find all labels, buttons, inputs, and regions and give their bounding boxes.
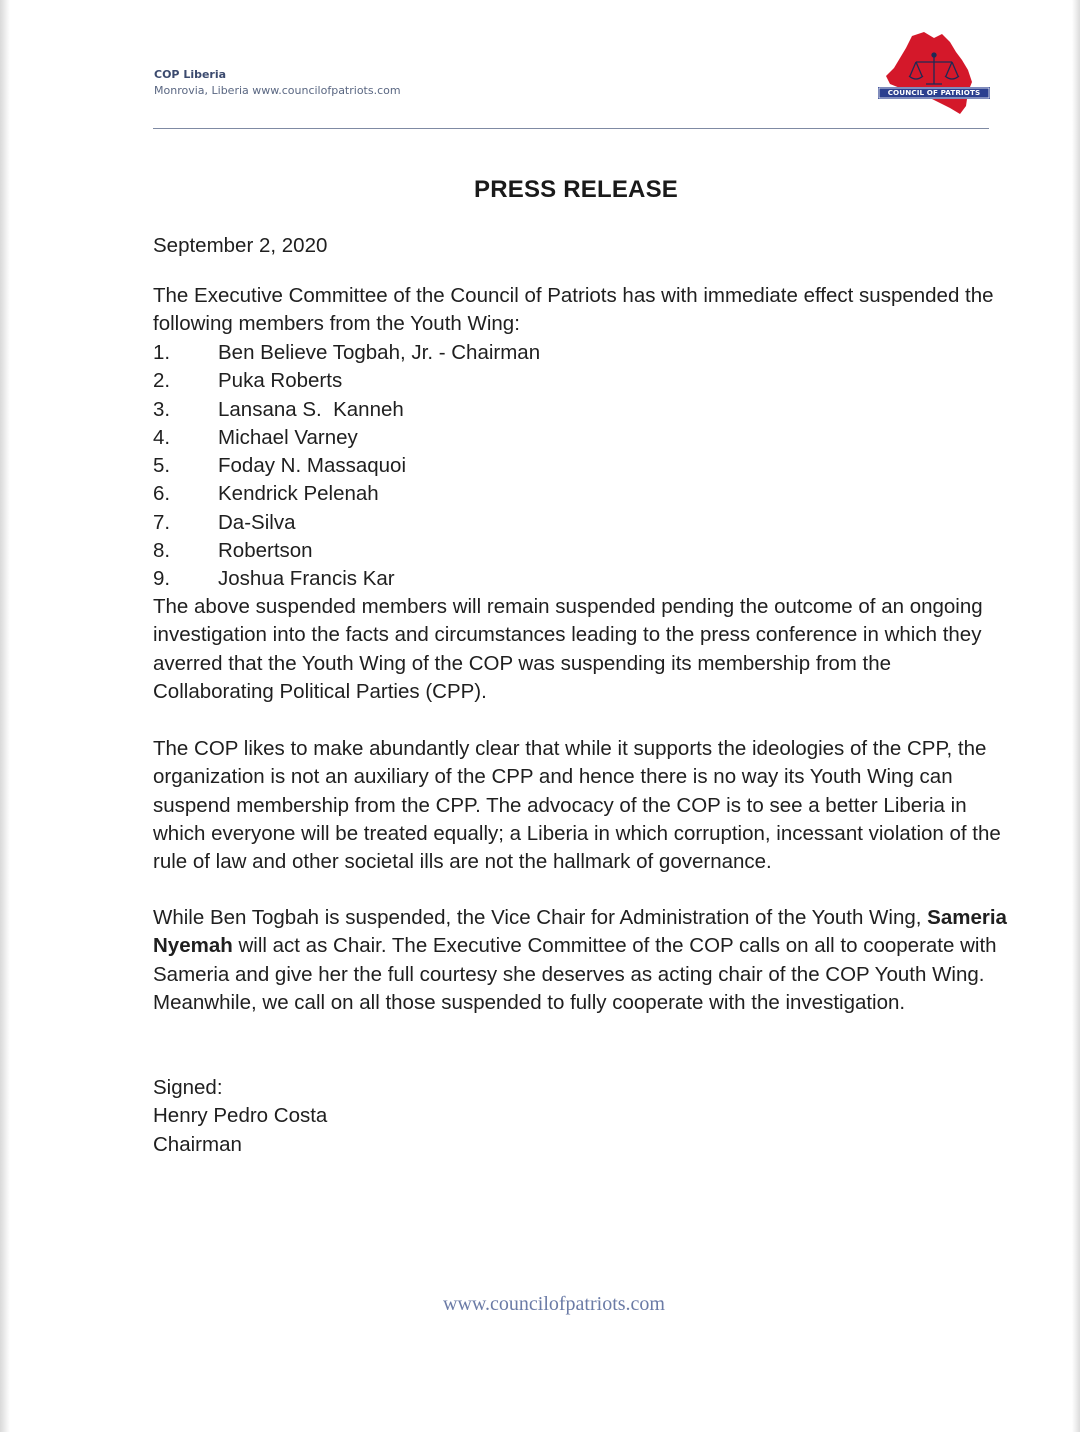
acting-chair-paragraph bbox=[153, 904, 1013, 1017]
release-date: September 2, 2020 bbox=[153, 234, 328, 257]
list-item bbox=[153, 339, 540, 367]
list-item bbox=[153, 396, 540, 424]
list-item bbox=[153, 565, 540, 593]
list-item-number: 1. bbox=[153, 341, 171, 364]
list-item-name: Michael Varney bbox=[218, 425, 358, 449]
investigation-paragraph: The above suspended members will remain suspended pending the outcome of an ongoing investigation into the facts and circumstances leading to the press conference in which they averred that the Youth Wing of the COP was suspending its membership from the Collaborating Political Parties (CPP). bbox=[153, 595, 983, 703]
signatory-name: Henry Pedro Costa bbox=[153, 1104, 328, 1128]
list-item-name: Kendrick Pelenah bbox=[218, 482, 379, 506]
logo-banner-text: COUNCIL OF PATRIOTS bbox=[887, 88, 981, 97]
list-item-name: Ben Believe Togbah, Jr. - Chairman bbox=[218, 341, 541, 364]
intro-paragraph: The Executive Committee of the Council of Patriots has with immediate effect suspended the following members from the Youth Wing: bbox=[153, 284, 994, 336]
list-item-number: 8. bbox=[153, 539, 171, 563]
list-item-name: Foday N. Massaquoi bbox=[218, 454, 407, 478]
list-item-number: 5. bbox=[153, 454, 171, 478]
header-divider bbox=[153, 128, 989, 129]
acting-chair-name: Sameria Nyemah bbox=[153, 906, 1007, 958]
liberia-map-scales-icon bbox=[876, 30, 992, 116]
list-item bbox=[153, 367, 540, 395]
list-item bbox=[153, 452, 540, 480]
cpp-relationship-paragraph: The COP likes to make abundantly clear that while it supports the ideologies of the CPP, the organization is not an auxiliary of the CPP and hence there is no way its Youth Wing can suspend membership from the CPP. The advocacy of the COP is to see a better Liberia in which everyone will be treated equally; a Liberia in which corruption, incessant violation of the rule of law and other societal ills are not the hallmark of governance. bbox=[153, 737, 1001, 874]
list-item bbox=[153, 480, 540, 508]
page-edge-right bbox=[1072, 0, 1080, 1432]
list-item-name: Da-Silva bbox=[218, 510, 296, 534]
acting-chair-text-start: While Ben Togbah is suspended, the Vice Chair for Administration of the Youth Wing, bbox=[153, 906, 928, 929]
signature-block bbox=[153, 1074, 1013, 1159]
list-item-number: 2. bbox=[153, 369, 171, 393]
org-name: COP Liberia bbox=[154, 68, 227, 81]
signatory-title: Chairman bbox=[153, 1132, 242, 1156]
list-item-name: Joshua Francis Kar bbox=[218, 567, 395, 591]
page-edge-left bbox=[0, 0, 10, 1432]
org-address: Monrovia, Liberia www.councilofpatriots.com bbox=[154, 84, 401, 97]
list-item-name: Lansana S. Kanneh bbox=[218, 397, 404, 421]
footer-website-link[interactable]: www.councilofpatriots.com bbox=[443, 1293, 665, 1315]
list-item-number: 6. bbox=[153, 482, 171, 506]
list-item bbox=[153, 537, 540, 565]
list-item-number: 3. bbox=[153, 397, 171, 421]
signed-label: Signed: bbox=[153, 1076, 223, 1099]
acting-chair-text-end: will act as Chair. The Executive Committee of the COP calls on all to cooperate with Sameria and give her the full courtesy she deserves as acting chair of the COP Youth Wing. Meanwhile, we call on all those suspended to fully cooperate with the investigation. bbox=[153, 934, 997, 1014]
suspended-members-list bbox=[153, 339, 540, 594]
letterhead bbox=[154, 67, 401, 99]
list-item-number: 7. bbox=[153, 510, 171, 534]
list-item bbox=[153, 424, 540, 452]
list-item bbox=[153, 509, 540, 537]
list-item-number: 4. bbox=[153, 425, 171, 449]
council-of-patriots-logo bbox=[876, 30, 992, 116]
list-item-number: 9. bbox=[153, 567, 171, 591]
list-item-name: Robertson bbox=[218, 539, 313, 563]
page-title: PRESS RELEASE bbox=[474, 176, 678, 203]
list-item-name: Puka Roberts bbox=[218, 369, 343, 393]
